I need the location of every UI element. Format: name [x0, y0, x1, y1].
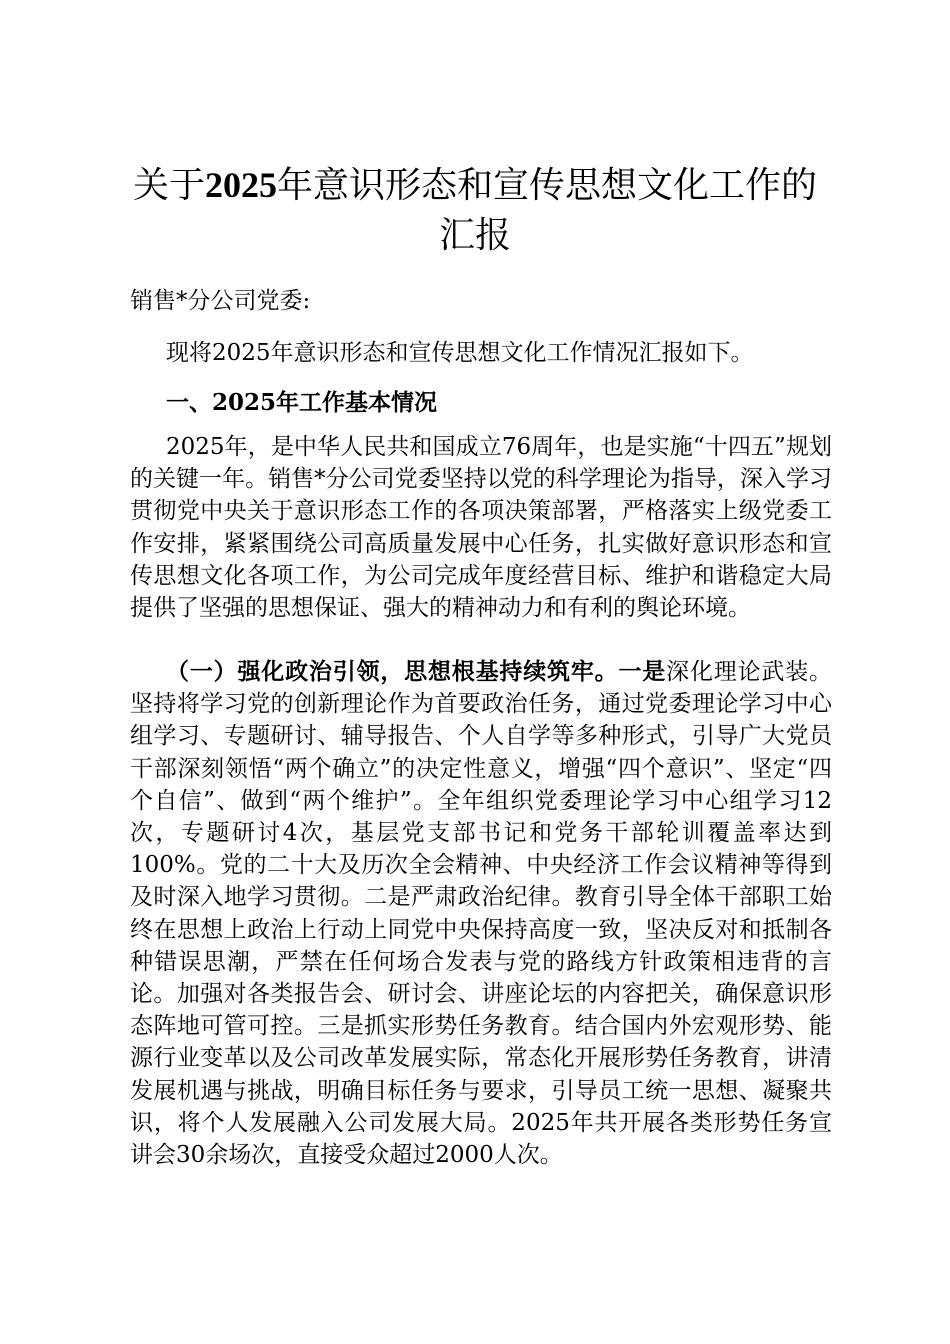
- paragraph-body: 深化理论武装。坚持将学习党的创新理论作为首要政治任务，通过党委理论学习中心组学习、专题研讨、辅导报告、个人自学等多种形式，引导广大党员干部深刻领悟“两个确立”的决定性意义，增强“四个意识”、坚定“四个自信”、做到“两个维护”。全年组织党委理论学习中心组学习12次，专题研讨4次，基层党支部书记和党务干部轮训覆盖率达到100%。党的二十大及历次全会精神、中央经济工作会议精神等得到及时深入地学习贯彻。二是严肃政治纪律。教育引导全体干部职工始终在思想上政治上行动上同党中央保持高度一致，坚决反对和抵制各种错误思潮，严禁在任何场合发表与党的路线方针政策相违背的言论。加强对各类报告会、研讨会、讲座论坛的内容把关，确保意识形态阵地可管可控。三是抓实形势任务教育。结合国内外宏观形势、能源行业变革以及公司改革发展实际，常态化开展形势任务教育，讲清发展机遇与挑战，明确目标任务与要求，引导员工统一思想、凝聚共识，将个人发展融入公司发展大局。2025年共开展各类形势任务宣讲会30余场次，直接受众超过2000人次。: [130, 659, 833, 1169]
- paragraph-political-guidance: [130, 656, 832, 1171]
- title-line-1: [100, 160, 850, 211]
- title-prefix: 关于: [132, 165, 205, 206]
- intro-sentence: 现将2025年意识形态和宣传思想文化工作情况汇报如下。: [166, 340, 754, 366]
- title-line-2: 汇报: [438, 215, 511, 256]
- paragraph-overview: 2025年，是中华人民共和国成立76周年，也是实施“十四五”规划的关键一年。销售*分公司党委坚持以党的科学理论为指导，深入学习贯彻党中央关于意识形态工作的各项决策部署，严格落实上级党委工作安排，紧紧围绕公司高质量发展中心任务，扎实做好意识形态和宣传思想文化各项工作，为公司完成年度经营目标、维护和谐稳定大局提供了坚强的思想保证、强大的精神动力和有利的舆论环境。: [130, 434, 832, 622]
- addressee: 销售*分公司党委:: [130, 288, 311, 314]
- title-suffix: 年意识形态和宣传思想文化工作的: [277, 165, 818, 206]
- title-year: 2025: [205, 165, 277, 205]
- document-title: [100, 160, 850, 261]
- subsection-heading: （一）强化政治引领，思想根基持续筑牢。一是: [166, 658, 667, 685]
- section-heading: 一、2025年工作基本情况: [166, 389, 438, 416]
